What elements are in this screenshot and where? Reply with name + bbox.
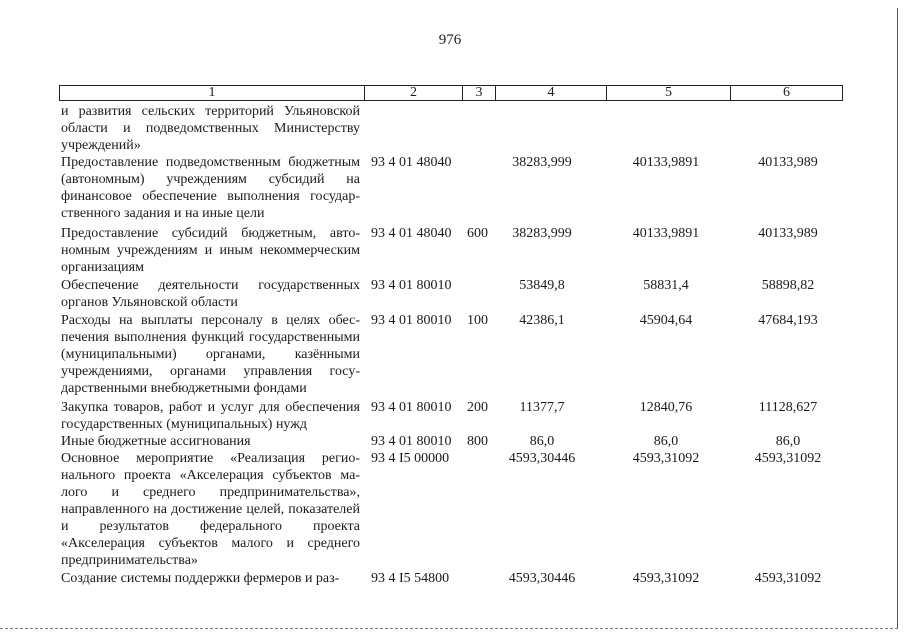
row-code: 93 4 01 48040	[371, 155, 452, 170]
row-expense-type: 200	[467, 400, 488, 415]
row-expense-type: 800	[467, 434, 488, 449]
page-bottom-edge	[0, 628, 898, 629]
row-value-col6: 47684,193	[758, 313, 818, 328]
row-value-col6: 40133,989	[758, 226, 818, 241]
row-value-col6: 4593,31092	[754, 451, 822, 466]
header-cell-2: 2	[365, 86, 463, 100]
row-value-col4: 42386,1	[519, 313, 565, 328]
row-value-col4: 4593,30446	[508, 571, 576, 586]
row-code: 93 4 I5 54800	[371, 571, 450, 586]
row-description: Иные бюджетные ассигнования	[61, 434, 251, 449]
header-cell-4: 4	[496, 86, 607, 100]
row-description: Закупка товаров, работ и услуг для обеспечения государственных (муниципальных) нужд	[61, 400, 360, 432]
row-value-col5: 4593,31092	[632, 451, 700, 466]
row-expense-type: 100	[467, 313, 488, 328]
header-cell-1: 1	[60, 86, 365, 100]
row-value-col5: 4593,31092	[632, 571, 700, 586]
page-number: 976	[438, 32, 462, 48]
row-value-col4: 11377,7	[519, 400, 565, 415]
row-description: и развития сельских территорий Ульяновской области и подведомственных Министерству учреждений»	[61, 104, 360, 153]
row-value-col5: 45904,64	[639, 313, 693, 328]
row-description: Создание системы поддержки фермеров и раз-	[61, 571, 340, 586]
row-value-col4: 38283,999	[512, 226, 572, 241]
header-cell-5: 5	[607, 86, 731, 100]
row-value-col5: 86,0	[653, 434, 679, 449]
row-description: Предоставление субсидий бюджетным, автономным учреждениям и иным некоммерческим организациям	[61, 226, 360, 275]
row-description: Основное мероприятие «Реализация регионального проекта «Акселерация субъектов малого и среднего предпринимательства», направленного на достижение целей, показателей и результатов федерального проекта «Акселерация субъектов малого и среднего предпринимательства»	[61, 451, 360, 568]
header-cell-6: 6	[783, 85, 790, 100]
row-expense-type: 600	[467, 226, 488, 241]
row-value-col6: 40133,989	[758, 155, 818, 170]
header-cell-3: 3	[463, 86, 496, 100]
row-code: 93 4 01 80010	[371, 278, 452, 293]
row-value-col5: 58831,4	[643, 278, 689, 293]
row-value-col4: 38283,999	[512, 155, 572, 170]
row-description: Обеспечение деятельности государственных органов Ульяновской области	[61, 278, 360, 310]
row-value-col6: 4593,31092	[754, 571, 822, 586]
row-description: Расходы на выплаты персоналу в целях обеспечения выполнения функций государственными (муниципальными) органами, казёнными учреждениями, органами управления государственными внебюджетными фондами	[61, 313, 360, 396]
row-value-col4: 53849,8	[519, 278, 565, 293]
page-right-edge	[897, 8, 898, 628]
row-value-col4: 86,0	[529, 434, 555, 449]
row-code: 93 4 I5 00000	[371, 451, 450, 466]
row-value-col5: 12840,76	[639, 400, 693, 415]
table-header-row	[59, 85, 843, 101]
row-value-col6: 86,0	[775, 434, 801, 449]
row-description: Предоставление подведомственным бюджетным (автономным) учреждениям субсидий на финансовое обеспечение выполнения государственного задания и на иные цели	[61, 155, 360, 221]
row-code: 93 4 01 80010	[371, 434, 452, 449]
row-value-col4: 4593,30446	[508, 451, 576, 466]
row-value-col6: 58898,82	[761, 278, 815, 293]
row-code: 93 4 01 80010	[371, 313, 452, 328]
row-code: 93 4 01 80010	[371, 400, 452, 415]
row-code: 93 4 01 48040	[371, 226, 452, 241]
row-value-col5: 40133,9891	[632, 226, 700, 241]
row-value-col6: 11128,627	[758, 400, 818, 415]
row-value-col5: 40133,9891	[632, 155, 700, 170]
